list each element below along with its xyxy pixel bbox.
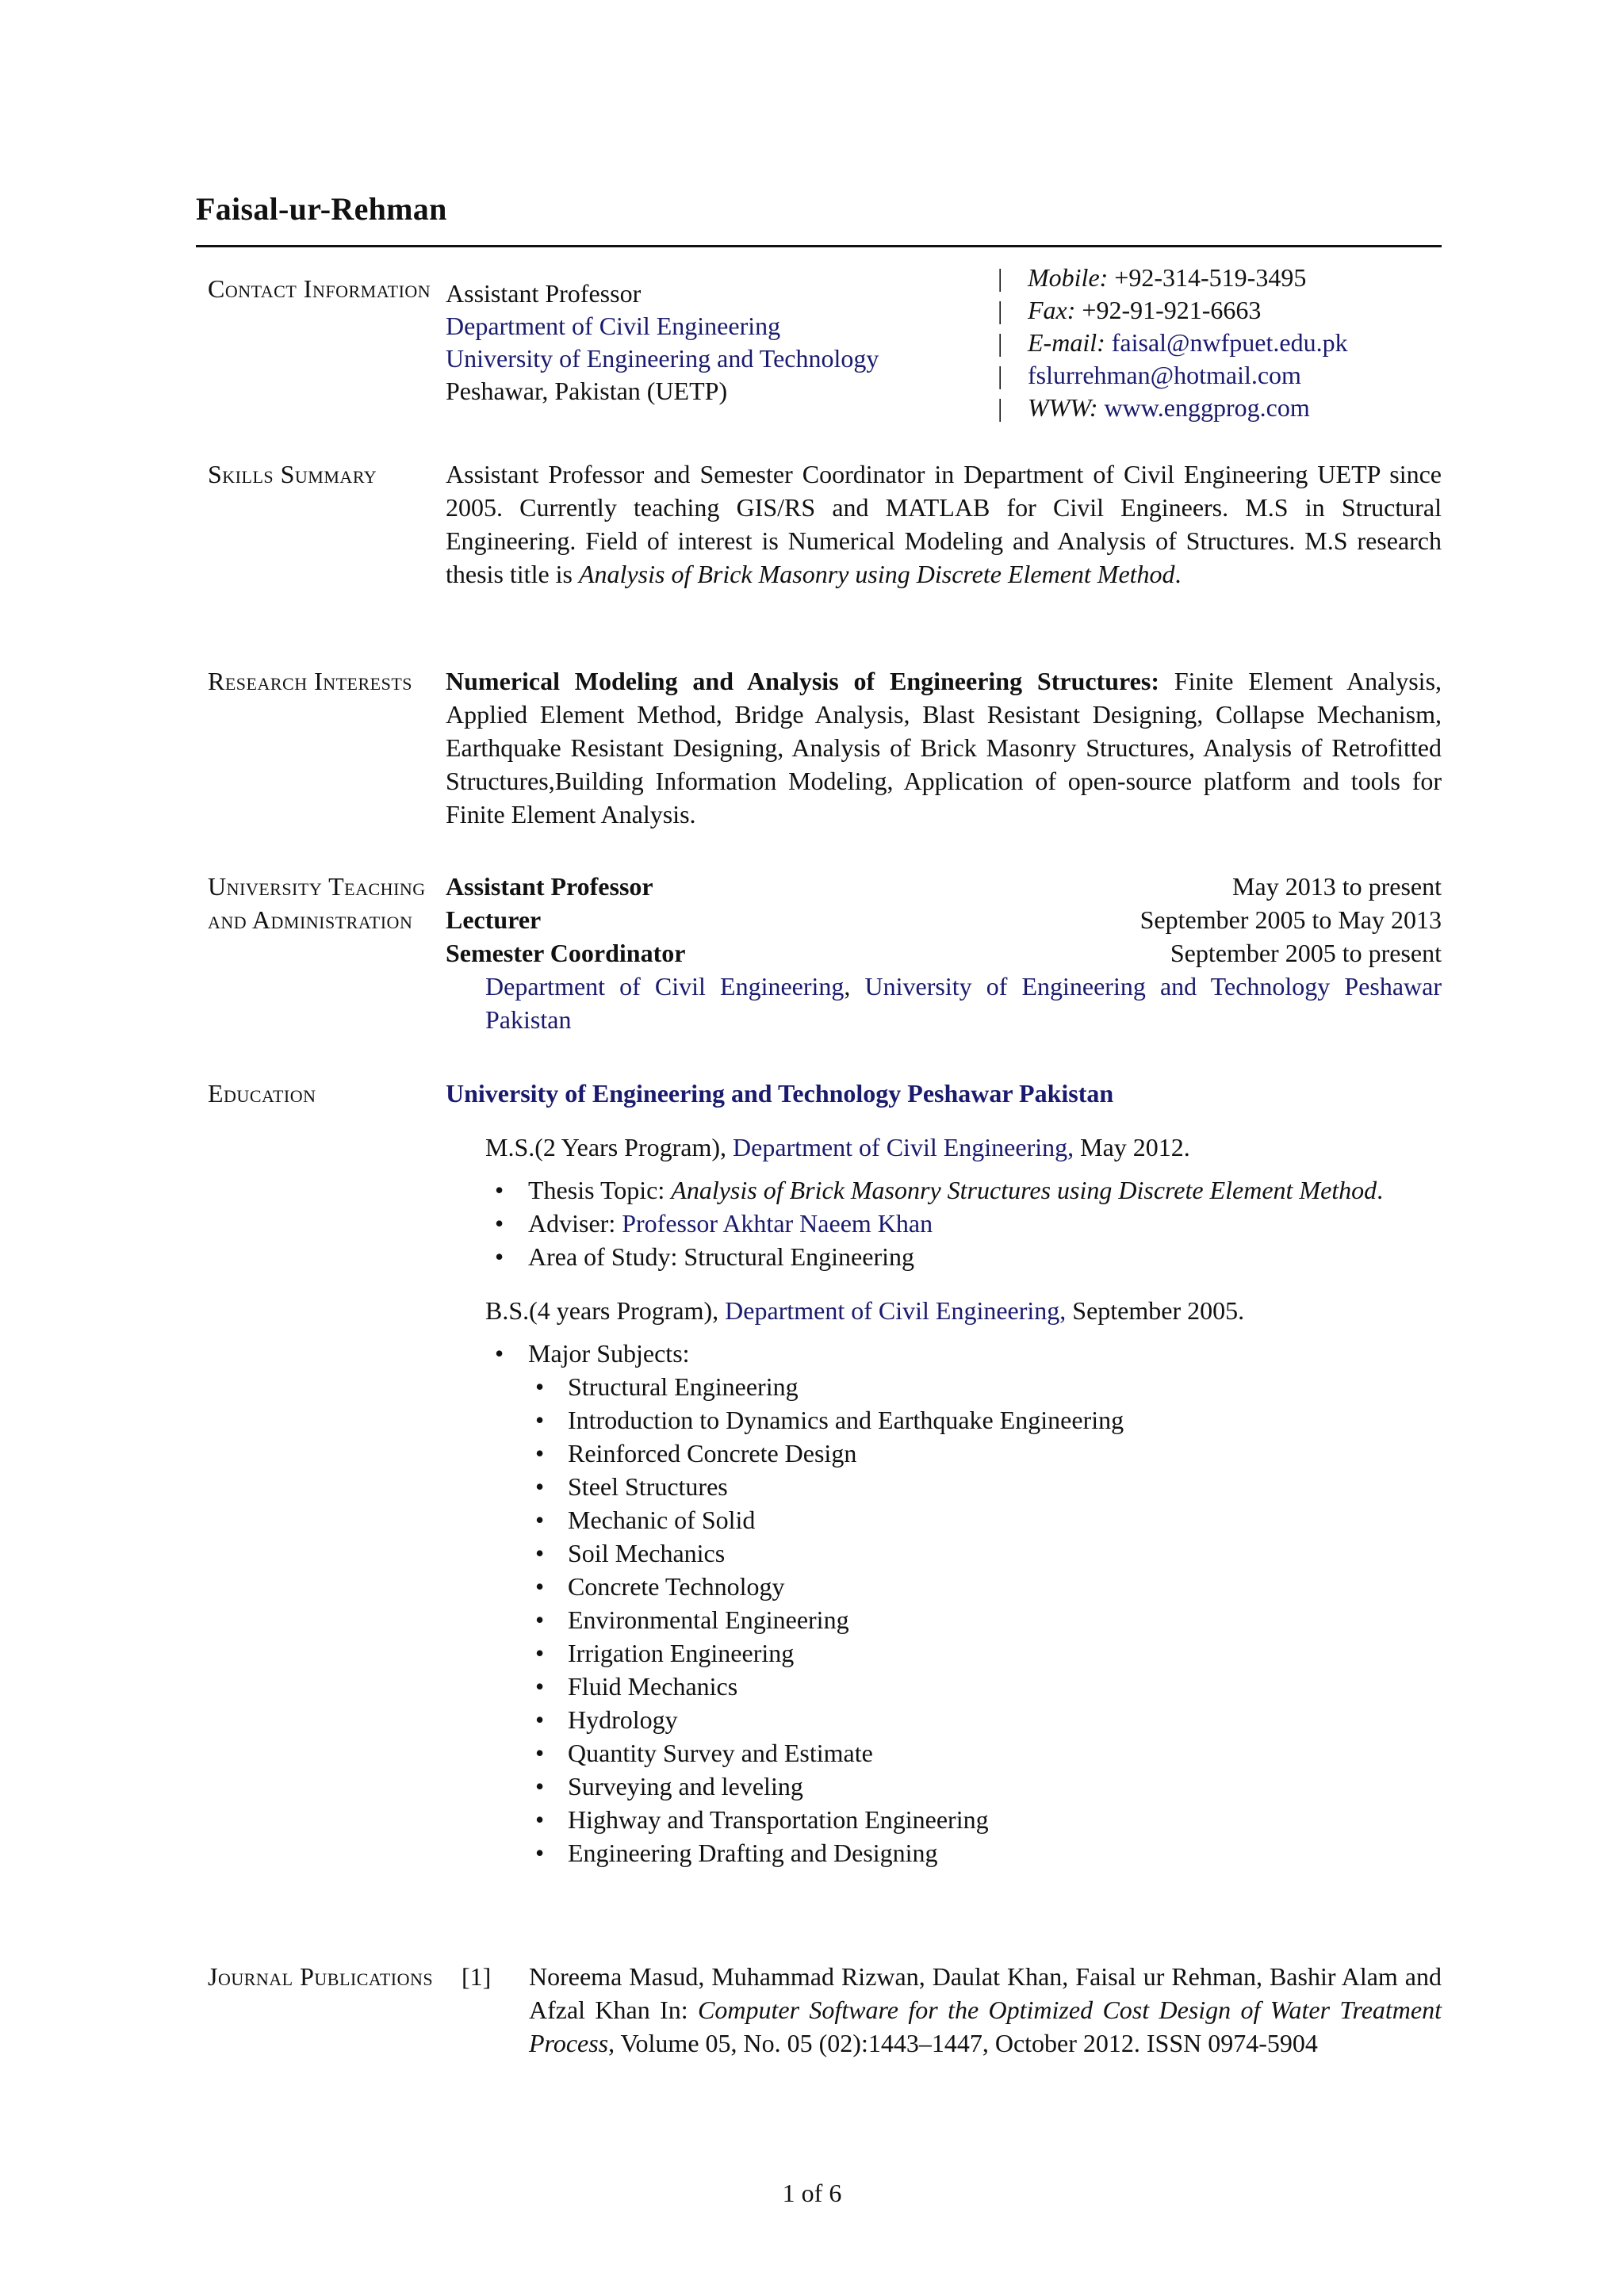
section-label-skills: Skills Summary: [208, 460, 377, 488]
section-label-contact: Contact Information: [208, 274, 431, 303]
contact-department-link[interactable]: Department of Civil Engineering: [446, 312, 781, 340]
subject-item: • Fluid Mechanics: [446, 1670, 1442, 1703]
subject-item: • Hydrology: [446, 1703, 1442, 1736]
subject-item: • Steel Structures: [446, 1470, 1442, 1503]
contact-title: Assistant Professor: [446, 279, 642, 308]
contact-address: [446, 277, 879, 408]
website-link[interactable]: www.enggprog.com: [1104, 393, 1310, 422]
position-row: [446, 936, 1442, 970]
teaching-institution: Department of Civil Engineering, University of Engineering and Technology Peshawar Pakistan: [485, 972, 1442, 1034]
ms-details-list: [446, 1173, 1442, 1273]
subject-item: • Environmental Engineering: [446, 1603, 1442, 1636]
position-row: [446, 870, 1442, 903]
fax-number: +92-91-921-6663: [1082, 296, 1262, 324]
mobile-number: +92-314-519-3495: [1114, 263, 1307, 292]
subject-item: • Soil Mechanics: [446, 1536, 1442, 1570]
skills-summary: Assistant Professor and Semester Coordinator in Department of Civil Engineering UETP since 2005. Currently teaching GIS/RS and MATLAB for Civil Engineers. M.S in Structural Engineering. Field of interest is Numerical Modeling and Analysis of Structures. M.S research thesis title is Analysis of Brick Masonry using Discrete Element Method.: [446, 460, 1442, 588]
subject-item: • Reinforced Concrete Design: [446, 1437, 1442, 1470]
position-row: [446, 903, 1442, 936]
position-title: Assistant Professor: [446, 872, 653, 901]
list-item: • Adviser: Professor Akhtar Naeem Khan: [446, 1207, 1442, 1240]
position-period: May 2013 to present: [1232, 872, 1442, 901]
ms-thesis-title: Analysis of Brick Masonry Structures using Discrete Element Method: [671, 1176, 1377, 1204]
title-rule: [196, 245, 1442, 247]
teaching-positions: [446, 870, 1442, 1036]
subject-item: • Mechanic of Solid: [446, 1503, 1442, 1536]
subject-item: • Surveying and leveling: [446, 1770, 1442, 1803]
mobile-label: Mobile:: [1028, 263, 1109, 292]
cv-name: Faisal-ur-Rehman: [196, 191, 447, 227]
section-label-research: Research Interests: [208, 667, 413, 695]
research-heading: Numerical Modeling and Analysis of Engineering Structures:: [446, 667, 1159, 695]
research-text: Finite Element Analysis, Applied Element Method, Bridge Analysis, Blast Resistant Designing, Collapse Mechanism, Earthquake Resistant Designing, Analysis of Brick Masonry Structures, Analysis of Retrofitted Structures,Building Information Modeling, Application of open-source platform and tools for Finite Element Analysis.: [446, 667, 1442, 828]
subject-item: • Quantity Survey and Estimate: [446, 1736, 1442, 1770]
section-label-education: Education: [208, 1079, 316, 1108]
teaching-department-link[interactable]: Department of Civil Engineering: [485, 972, 845, 1001]
publication-item: [446, 1960, 1442, 2060]
section-label-teaching: University Teaching and Administration: [208, 872, 426, 934]
ms-department-link[interactable]: Department of Civil Engineering,: [733, 1133, 1074, 1161]
skills-thesis-title: Analysis of Brick Masonry using Discrete Element Method: [579, 560, 1175, 588]
publications-list: [446, 1960, 1442, 2060]
publication-number: [1]: [462, 1962, 492, 1991]
bs-degree: B.S.(4 years Program), Department of Civil Engineering, September 2005.: [485, 1296, 1245, 1325]
email-label: E-mail:: [1028, 328, 1105, 357]
list-item: • Area of Study: Structural Engineering: [446, 1240, 1442, 1273]
list-item: • Major Subjects:: [446, 1337, 1442, 1370]
email-link-primary[interactable]: faisal@nwfpuet.edu.pk: [1111, 328, 1348, 357]
section-label-publications: Journal Publications: [208, 1962, 434, 1991]
www-label: WWW:: [1028, 393, 1098, 422]
email-link-secondary[interactable]: fslurrehman@hotmail.com: [1028, 361, 1301, 389]
publication-title: Computer Software for the Optimized Cost Design of Water Treatment Process: [529, 1996, 1442, 2057]
subject-item: • Engineering Drafting and Designing: [446, 1836, 1442, 1869]
publication-details: , Volume 05, No. 05 (02):1443–1447, October 2012. ISSN 0974-5904: [608, 2029, 1318, 2057]
contact-details: | Mobile: +92-314-519-3495 | Fax: +92-91-921-6663 | E-mail: faisal@nwfpuet.edu.pk | fslurrehman@hotmail.com | WWW: www.enggprog.com: [998, 263, 1348, 422]
subject-item: • Introduction to Dynamics and Earthquake Engineering: [446, 1403, 1442, 1437]
publication-authors: Noreema Masud, Muhammad Rizwan, Daulat Khan, Faisal ur Rehman, Bashir Alam and Afzal Khan In:: [529, 1962, 1442, 2024]
subject-item: • Irrigation Engineering: [446, 1636, 1442, 1670]
position-title: Semester Coordinator: [446, 939, 686, 967]
position-period: September 2005 to present: [1170, 939, 1442, 967]
contact-location: Peshawar, Pakistan (UETP): [446, 377, 728, 405]
teaching-university-link[interactable]: University of Engineering and Technology Peshawar Pakistan: [485, 972, 1442, 1034]
subject-item: • Structural Engineering: [446, 1370, 1442, 1403]
subject-item: • Concrete Technology: [446, 1570, 1442, 1603]
education-block: [446, 1077, 1442, 1869]
contact-university-link[interactable]: University of Engineering and Technology: [446, 344, 879, 373]
position-title: Lecturer: [446, 905, 542, 934]
fax-label: Fax:: [1028, 296, 1076, 324]
research-interests: [446, 664, 1442, 831]
ms-degree: M.S.(2 Years Program), Department of Civil Engineering, May 2012.: [485, 1133, 1190, 1161]
subject-item: • Highway and Transportation Engineering: [446, 1803, 1442, 1836]
bs-department-link[interactable]: Department of Civil Engineering,: [725, 1296, 1067, 1325]
skills-text: Assistant Professor and Semester Coordinator in Department of Civil Engineering UETP since 2005. Currently teaching GIS/RS and MATLAB for Civil Engineers. M.S in Structural Engineering. Field of interest is Numerical Modeling and Analysis of Structures. M.S research thesis title is: [446, 460, 1442, 588]
list-item: • Thesis Topic: Analysis of Brick Masonry Structures using Discrete Element Method.: [446, 1173, 1442, 1207]
bs-subjects-list: [446, 1337, 1442, 1869]
education-university: University of Engineering and Technology Peshawar Pakistan: [446, 1079, 1114, 1108]
page-number: 1 of 6: [782, 2179, 842, 2207]
adviser-link[interactable]: Professor Akhtar Naeem Khan: [622, 1209, 933, 1238]
position-period: September 2005 to May 2013: [1139, 905, 1442, 934]
